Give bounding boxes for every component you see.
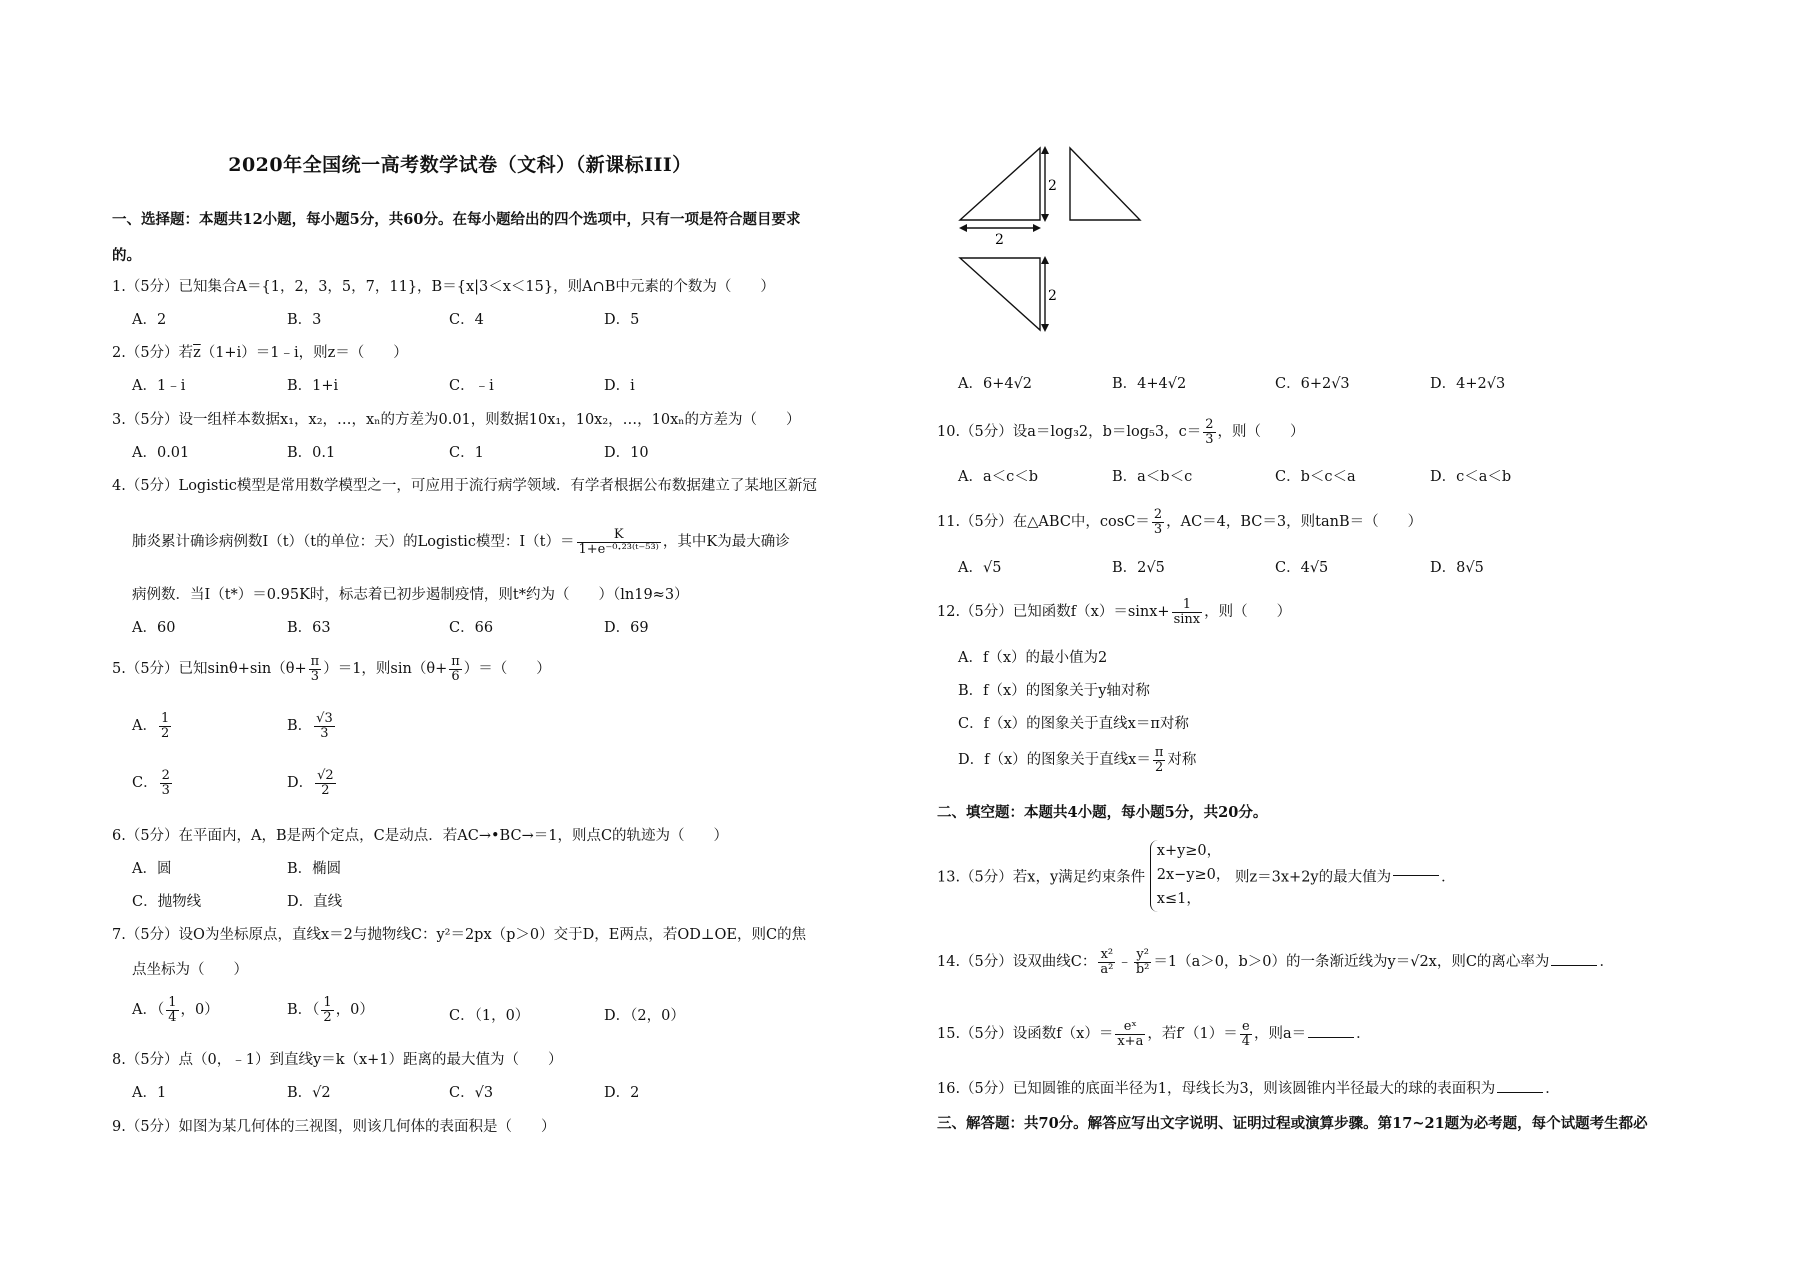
- q15-part-b: ，若f′（1）＝: [1147, 1026, 1238, 1043]
- q7-b-label: B．（: [287, 1002, 320, 1019]
- q12-part-b: ，则（ ）: [1204, 604, 1292, 621]
- q11-num: 2: [1153, 507, 1163, 522]
- q14-minus: ﹣: [1117, 954, 1132, 971]
- q11-den: 3: [1153, 521, 1163, 537]
- q5-b-den: 3: [320, 725, 329, 741]
- question-3-stem: 3.（5分）设一组样本数据x₁，x₂，…，xₙ的方差为0.01，则数据10x₁，10x₂，…，10xₙ的方差为（ ）: [112, 412, 801, 428]
- q15-frac-e4: [1240, 1020, 1252, 1048]
- q6-vector-dot: AC→•BC→: [457, 828, 534, 844]
- q12-option-b: B．f（x）的图象关于y轴对称: [958, 683, 1150, 699]
- q12-num: 1: [1172, 598, 1203, 613]
- q11-part-b: ，AC＝4，BC＝3，则tanB＝（ ）: [1166, 514, 1423, 531]
- q7-option-a: [132, 996, 219, 1024]
- q14-f2-den: b²: [1135, 961, 1150, 977]
- q5-option-d-frac: [315, 769, 336, 797]
- front-view-height-label: 2: [1048, 178, 1057, 194]
- front-view-width-label: 2: [995, 232, 1004, 248]
- q3-option-d: D．10: [604, 445, 649, 461]
- q5-frac2-num: π: [451, 654, 460, 669]
- q11-frac: [1152, 508, 1164, 536]
- q5-option-c: [132, 769, 174, 797]
- q7-option-c: C．（1，0）: [449, 1008, 530, 1024]
- q15-frac-f: [1115, 1020, 1145, 1048]
- q5-part-a: 5.（5分）已知sinθ+sin（θ+: [112, 661, 307, 678]
- q8-option-a: A．1: [132, 1085, 167, 1101]
- q4-option-c: C．66: [449, 620, 494, 636]
- q5-a-den: 2: [160, 725, 170, 741]
- q13-part-a: 13.（5分）若x，y满足约束条件: [937, 869, 1146, 886]
- q2-option-d: D．i: [604, 378, 635, 394]
- q14-frac-y: [1134, 948, 1152, 976]
- question-2-stem: [112, 341, 408, 362]
- q14-frac-x: [1098, 948, 1115, 976]
- q10-option-a: A．a＜c＜b: [958, 469, 1039, 485]
- question-4-line-1: 4.（5分）Logistic模型是常用数学模型之一，可应用于流行病学领域．有学者根据公布数据建立了某地区新冠: [112, 478, 817, 494]
- q2-stem-part-a: 2.（5分）若: [112, 345, 194, 361]
- q6-part-a: 6.（5分）在平面内，A，B是两个定点，C是动点．若: [112, 828, 458, 844]
- q10-frac: [1203, 418, 1215, 446]
- q12-part-a: 12.（5分）已知函数f（x）＝sinx+: [937, 604, 1170, 621]
- q16-text: 16.（5分）已知圆锥的底面半径为1，母线长为3，则该圆锥内半径最大的球的表面积为: [937, 1081, 1496, 1097]
- q7-a-frac: [166, 996, 178, 1024]
- q13-part-b: 则z＝3x+2y的最大值为: [1235, 869, 1392, 886]
- q4-option-a: A．60: [132, 620, 176, 636]
- q15-f1-den: x+a: [1117, 1033, 1144, 1049]
- q4-option-d: D．69: [604, 620, 649, 636]
- q5-option-c-label: C．: [132, 775, 158, 792]
- top-view-triangle: [960, 258, 1040, 330]
- question-4-line-2: [132, 528, 790, 556]
- q14-answer-blank[interactable]: [1551, 965, 1597, 966]
- q7-a-end: ，0）: [180, 1002, 219, 1019]
- q15-f2-den: 4: [1241, 1033, 1250, 1049]
- q15-part-c: ，则a＝: [1254, 1026, 1307, 1043]
- three-view-diagram: [955, 140, 1175, 380]
- question-7-line-2: 点坐标为（ ）: [132, 962, 248, 978]
- q5-part-c: ）＝（ ）: [463, 661, 551, 678]
- q10-num: 2: [1205, 417, 1214, 432]
- q14-f1-num: x²: [1098, 948, 1115, 963]
- q4-line-2-b: ，其中K为最大确诊: [662, 534, 790, 551]
- q10-part-a: 10.（5分）设a＝log₃2，b＝log₅3，c＝: [937, 424, 1202, 441]
- q13-end: ．: [1441, 869, 1456, 886]
- q2-option-c: C．﹣i: [449, 378, 494, 394]
- q5-frac-pi-3: [309, 655, 322, 683]
- question-6-stem: [112, 824, 728, 845]
- q11-option-c: C．4√5: [1275, 560, 1329, 576]
- q9-option-d: D．4+2√3: [1430, 376, 1506, 392]
- q11-option-b: B．2√5: [1112, 560, 1165, 576]
- q5-option-a: [132, 712, 173, 740]
- arrow-head-up-1: [1041, 146, 1049, 154]
- q13-answer-blank[interactable]: [1393, 875, 1439, 876]
- q7-a-den: 4: [168, 1009, 177, 1025]
- q12-d-num: π: [1154, 745, 1164, 760]
- section-heading-3: 三、解答题：共70分。解答应写出文字说明、证明过程或演算步骤。第17~21题为必考题，每个试题考生都必: [937, 1115, 1648, 1132]
- q12-d-part-b: 对称: [1167, 752, 1197, 769]
- q13-constraint-1: x+y≥0，: [1156, 843, 1222, 859]
- q2-option-b: B．1+i: [287, 378, 339, 394]
- side-view-triangle: [1070, 148, 1140, 220]
- q7-a-label: A．（: [132, 1002, 165, 1019]
- question-1-stem: 1.（5分）已知集合A＝{1，2，3，5，7，11}，B＝{x|3＜x＜15}，则A∩B中元素的个数为（ ）: [112, 279, 775, 295]
- q6-option-c: C．抛物线: [132, 894, 202, 910]
- q12-den: sinx: [1173, 611, 1201, 627]
- q12-option-c: C．f（x）的图象关于直线x＝π对称: [958, 716, 1189, 732]
- q3-option-b: B．0.1: [287, 445, 336, 461]
- q5-option-a-frac: [159, 712, 171, 740]
- q5-c-den: 3: [161, 782, 170, 798]
- q4-frac-denominator: 1+e⁻⁰·²³⁽ᵗ⁻⁵³⁾: [578, 541, 659, 557]
- question-10-stem: [937, 418, 1305, 446]
- q4-option-b: B．63: [287, 620, 331, 636]
- q10-den: 3: [1205, 431, 1214, 447]
- question-9-stem: 9.（5分）如图为某几何体的三视图，则该几何体的表面积是（ ）: [112, 1119, 556, 1135]
- q13-constraint-system: [1150, 840, 1231, 912]
- q4-logistic-fraction: [577, 528, 661, 556]
- q5-frac1-num: π: [310, 654, 320, 669]
- q2-stem-part-b: （1+i）＝1﹣i，则z＝（ ）: [200, 345, 408, 361]
- q7-b-den: 2: [323, 1009, 332, 1025]
- arrow-head-up-2: [1041, 256, 1049, 264]
- q5-option-b-frac: [314, 712, 335, 740]
- question-13-stem: [937, 840, 1456, 912]
- q5-a-num: 1: [160, 711, 170, 726]
- q5-option-d-label: D．: [287, 775, 314, 792]
- q14-f1-den: a²: [1100, 961, 1114, 977]
- top-view-height-label: 2: [1048, 288, 1057, 304]
- arrow-head-down-1: [1041, 214, 1049, 222]
- q12-option-d: [958, 746, 1196, 774]
- q5-frac-pi-6: [449, 655, 462, 683]
- section-heading-2: 二、填空题：本题共4小题，每小题5分，共20分。: [937, 804, 1268, 821]
- q15-f1-num: eˣ: [1115, 1020, 1145, 1035]
- q10-option-b: B．a＜b＜c: [1112, 469, 1193, 485]
- q7-a-num: 1: [168, 995, 177, 1010]
- q5-option-b: [287, 712, 337, 740]
- q4-frac-numerator: K: [577, 528, 661, 543]
- q6-option-b: B．椭圆: [287, 861, 342, 877]
- q5-option-b-label: B．: [287, 718, 313, 735]
- q12-d-den: 2: [1154, 759, 1164, 775]
- q5-part-b: ）＝1，则sin（θ+: [323, 661, 448, 678]
- q5-d-num: √2: [317, 768, 334, 783]
- question-8-stem: 8.（5分）点（0，﹣1）到直线y＝k（x+1）距离的最大值为（ ）: [112, 1052, 563, 1068]
- q5-b-num: √3: [316, 711, 333, 726]
- question-5-stem: [112, 655, 551, 683]
- q10-option-c: C．b＜c＜a: [1275, 469, 1356, 485]
- q5-frac2-den: 6: [451, 668, 460, 684]
- section-heading-1: 一、选择题：本题共12小题，每小题5分，共60分。在每小题给出的四个选项中，只有一项是符合题目要求: [112, 211, 801, 228]
- q8-option-d: D．2: [604, 1085, 640, 1101]
- q1-option-a: A．2: [132, 312, 167, 328]
- q5-option-d: [287, 769, 338, 797]
- q5-option-a-label: A．: [132, 718, 157, 735]
- q5-d-den: 2: [321, 782, 330, 798]
- q7-b-num: 1: [323, 995, 332, 1010]
- question-14-stem: [937, 948, 1614, 976]
- q3-option-c: C．1: [449, 445, 484, 461]
- q9-option-c: C．6+2√3: [1275, 376, 1350, 392]
- q7-option-b: [287, 996, 374, 1024]
- question-12-stem: [937, 598, 1291, 626]
- q13-constraint-3: x≤1，: [1156, 890, 1201, 907]
- q16-end: ．: [1545, 1081, 1560, 1097]
- q9-option-a: A．6+4√2: [958, 376, 1033, 392]
- q6-part-b: ＝1，则点C的轨迹为（ ）: [533, 828, 729, 844]
- q12-frac: [1172, 598, 1203, 626]
- question-7-line-1: 7.（5分）设O为坐标原点，直线x＝2与抛物线C：y²＝2px（p＞0）交于D，E两点，若OD⊥OE，则C的焦: [112, 927, 807, 943]
- q14-part-b: ＝1（a＞0，b＞0）的一条渐近线为y＝√2x，则C的离心率为: [1153, 954, 1550, 971]
- q10-part-b: ，则（ ）: [1217, 424, 1305, 441]
- section-heading-1-cont: 的。: [112, 247, 141, 264]
- q5-c-num: 2: [161, 768, 170, 783]
- q15-answer-blank[interactable]: [1308, 1037, 1354, 1038]
- question-15-stem: [937, 1020, 1371, 1048]
- arrow-head-right: [1033, 224, 1041, 232]
- q2-z-bar: $\overline{z}$: [193, 345, 201, 361]
- q16-answer-blank[interactable]: [1497, 1092, 1543, 1093]
- q5-frac1-den: 3: [310, 668, 320, 684]
- q1-option-c: C．4: [449, 312, 484, 328]
- q7-option-d: D．（2，0）: [604, 1008, 685, 1024]
- q8-option-b: B．√2: [287, 1085, 331, 1101]
- q5-option-c-frac: [160, 769, 172, 797]
- arrow-head-left: [959, 224, 967, 232]
- q11-part-a: 11.（5分）在△ABC中，cosC＝: [937, 514, 1150, 531]
- q1-option-b: B．3: [287, 312, 322, 328]
- question-4-line-3: 病例数．当I（t*）＝0.95K时，标志着已初步遏制疫情，则t*约为（ ）（ln19≈3）: [132, 587, 689, 603]
- q15-part-a: 15.（5分）设函数f（x）＝: [937, 1026, 1114, 1043]
- q12-option-a: A．f（x）的最小值为2: [958, 650, 1108, 666]
- q2-option-a: A．1﹣i: [132, 378, 186, 394]
- q12-d-frac: [1153, 746, 1166, 774]
- q12-d-part-a: D．f（x）的图象关于直线x＝: [958, 752, 1151, 769]
- page-title: 2020年全国统一高考数学试卷（文科）（新课标III）: [228, 154, 692, 176]
- q14-part-a: 14.（5分）设双曲线C：: [937, 954, 1097, 971]
- q14-f2-num: y²: [1134, 948, 1152, 963]
- front-view-triangle: [960, 148, 1040, 220]
- q13-constraint-2: 2x−y≥0，: [1156, 866, 1231, 883]
- q6-option-a: A．圆: [132, 861, 172, 877]
- q9-option-b: B．4+4√2: [1112, 376, 1187, 392]
- q14-end: ．: [1599, 954, 1614, 971]
- q8-option-c: C．√3: [449, 1085, 494, 1101]
- q1-option-d: D．5: [604, 312, 640, 328]
- q11-option-d: D．8√5: [1430, 560, 1484, 576]
- question-16-stem: [937, 1077, 1560, 1098]
- q11-option-a: A．√5: [958, 560, 1002, 576]
- question-11-stem: [937, 508, 1422, 536]
- q15-end: ．: [1356, 1026, 1371, 1043]
- q15-f2-num: e: [1240, 1020, 1252, 1035]
- q4-line-2-a: 肺炎累计确诊病例数I（t）（t的单位：天）的Logistic模型：I（t）＝: [132, 534, 575, 551]
- q7-b-frac: [321, 996, 333, 1024]
- q7-b-end: ，0）: [335, 1002, 374, 1019]
- arrow-head-down-2: [1041, 324, 1049, 332]
- q3-option-a: A．0.01: [132, 445, 190, 461]
- q10-option-d: D．c＜a＜b: [1430, 469, 1512, 485]
- q6-option-d: D．直线: [287, 894, 343, 910]
